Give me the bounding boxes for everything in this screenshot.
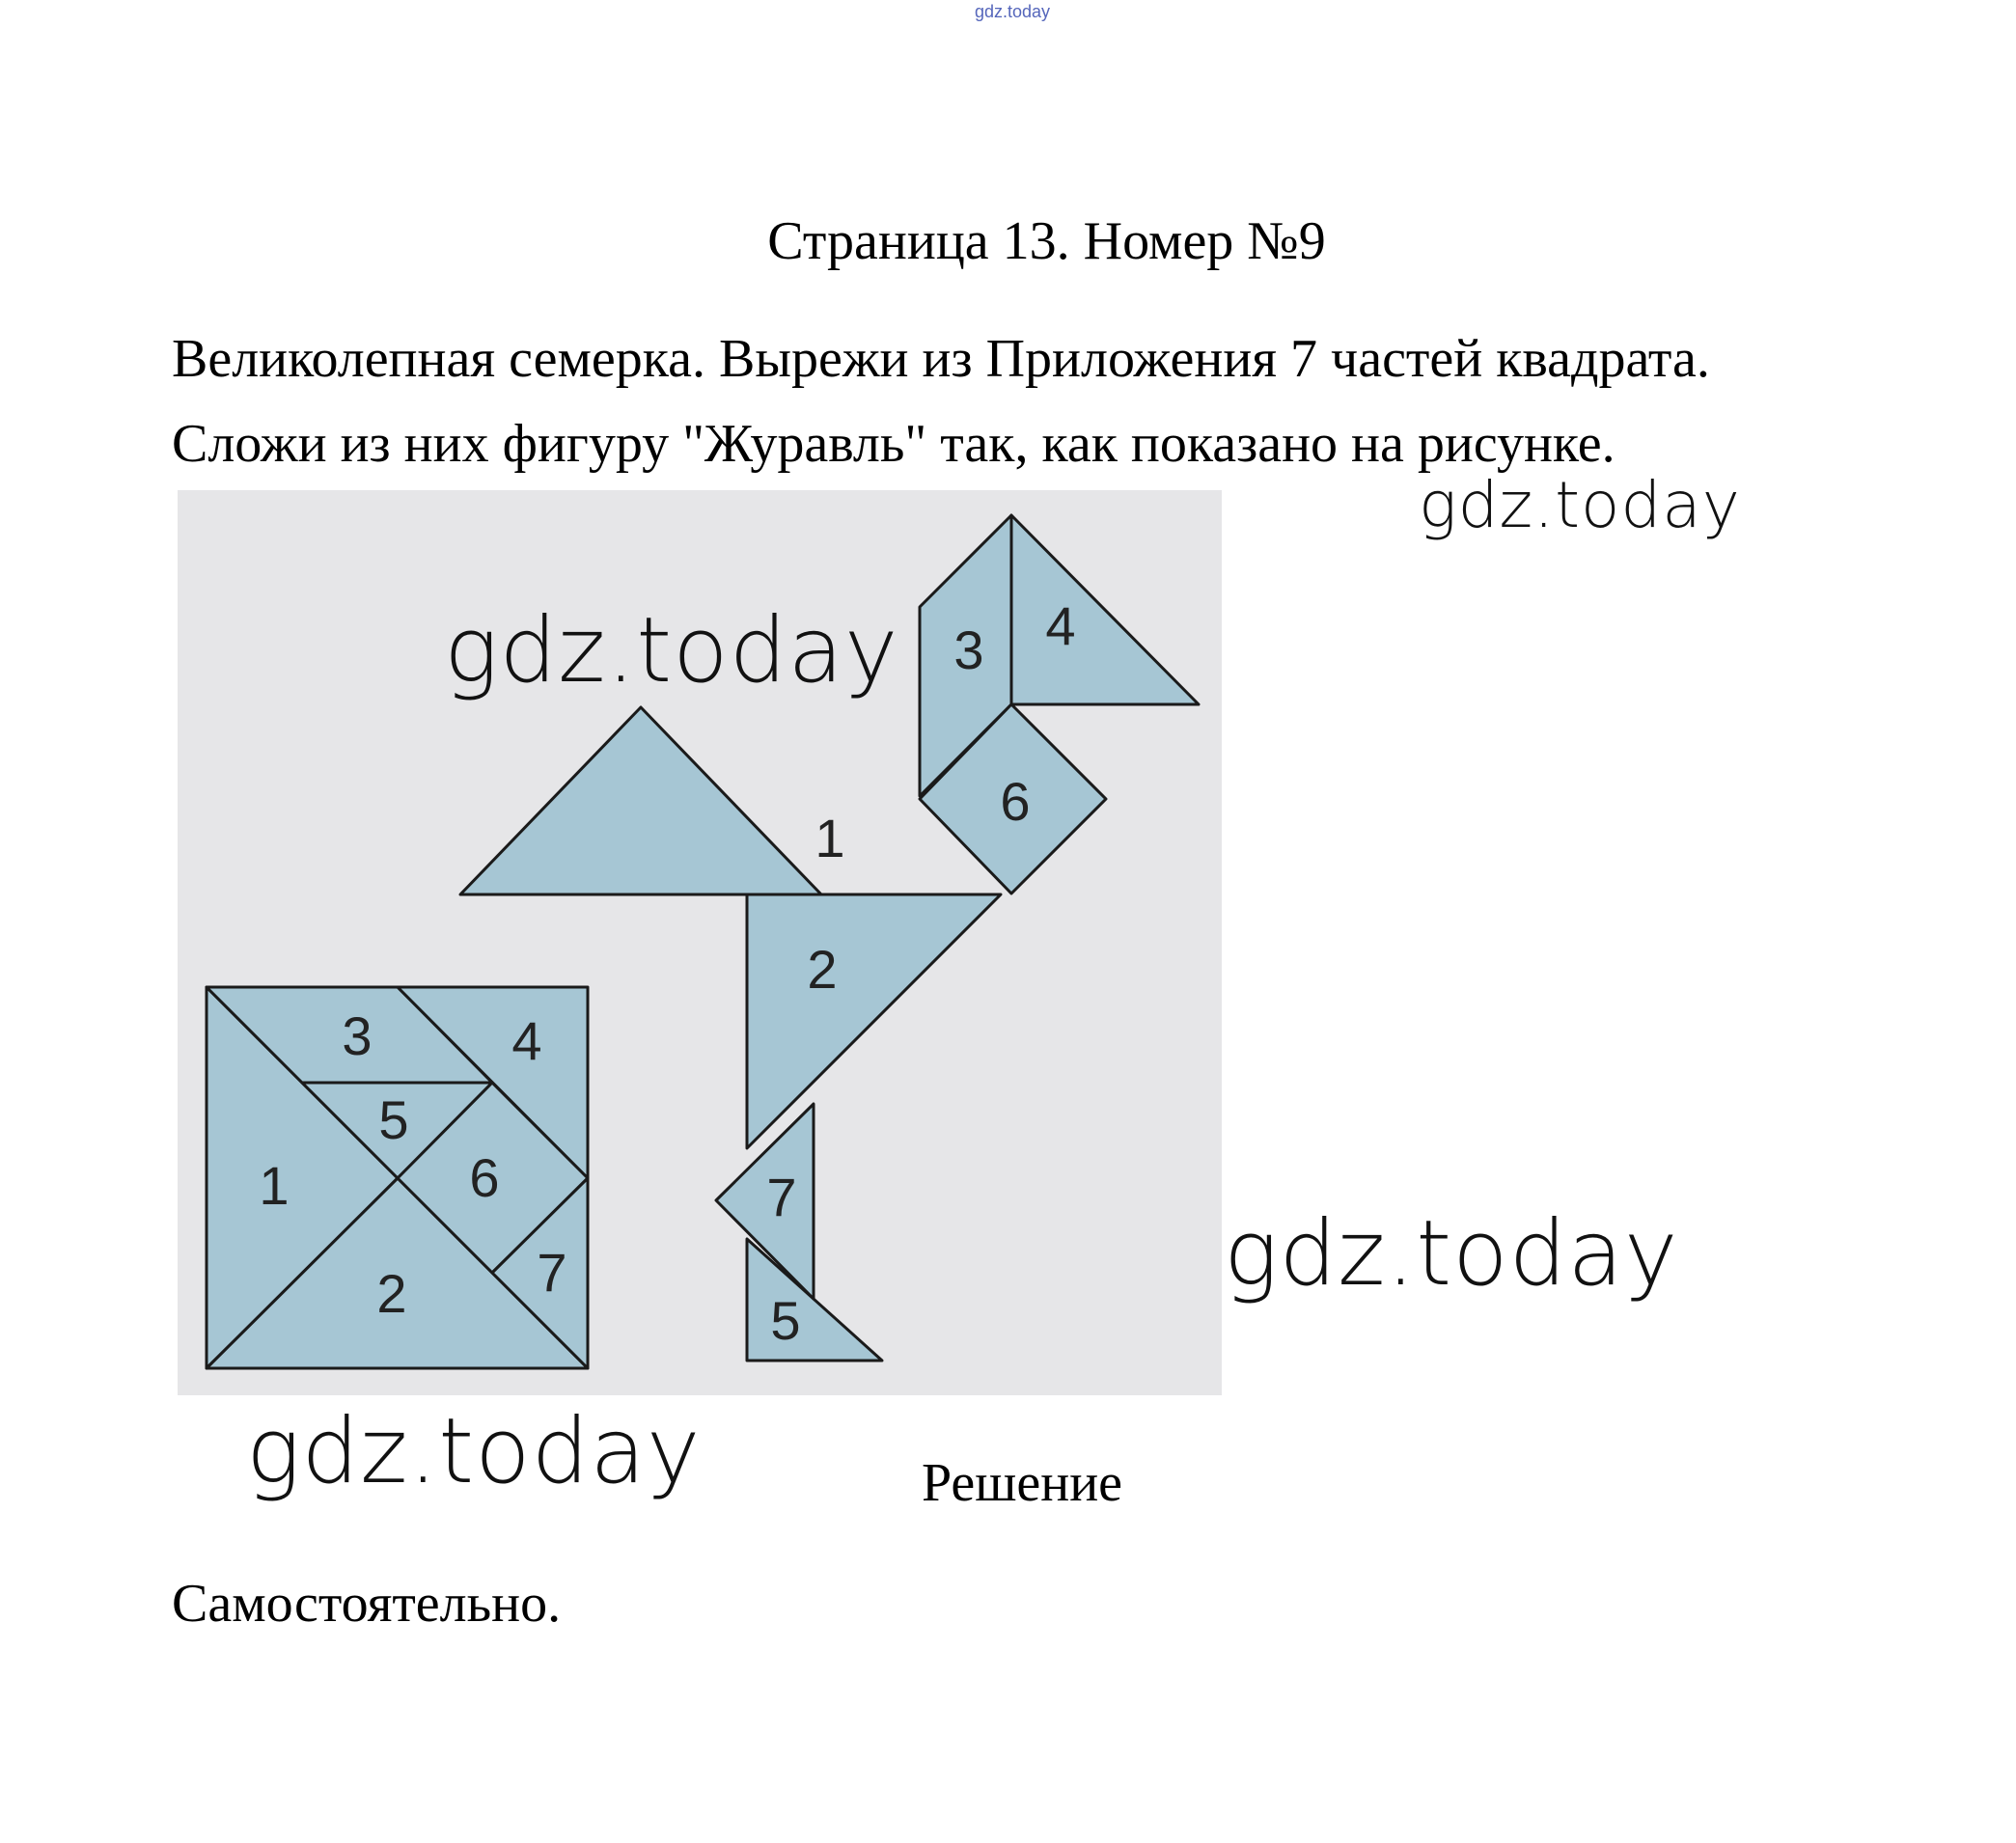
square-label-7: 7 [537, 1242, 567, 1303]
crane-label-5: 5 [770, 1290, 801, 1351]
crane-label-7: 7 [766, 1167, 797, 1227]
header-watermark: gdz.today [975, 2, 1051, 21]
square-label-2: 2 [376, 1263, 407, 1324]
watermark-4: gdz.today [246, 1399, 702, 1504]
crane-label-3: 3 [953, 619, 984, 680]
task-text-line-2: Сложи из них фигуру "Журавль" так, как показано на рисунке. [172, 414, 1616, 474]
watermark-3: gdz.today [1224, 1201, 1679, 1307]
watermark-1: gdz.today [1419, 468, 1741, 542]
crane-label-2: 2 [807, 939, 838, 1000]
watermark-2: gdz.today [444, 598, 899, 703]
solution-text: Самостоятельно. [172, 1574, 562, 1634]
page-title: Страница 13. Номер №9 [767, 211, 1326, 271]
crane-label-6: 6 [1000, 771, 1031, 832]
solution-heading: Решение [922, 1453, 1123, 1513]
square-label-3: 3 [342, 1005, 373, 1066]
square-label-6: 6 [469, 1147, 500, 1208]
crane-label-4: 4 [1045, 595, 1076, 656]
square-label-5: 5 [378, 1089, 409, 1150]
square-label-1: 1 [259, 1155, 290, 1216]
square-label-4: 4 [511, 1010, 542, 1071]
crane-label-1: 1 [815, 808, 845, 868]
task-text-line-1: Великолепная семерка. Вырежи из Приложения 7 частей квадрата. [172, 329, 1710, 389]
